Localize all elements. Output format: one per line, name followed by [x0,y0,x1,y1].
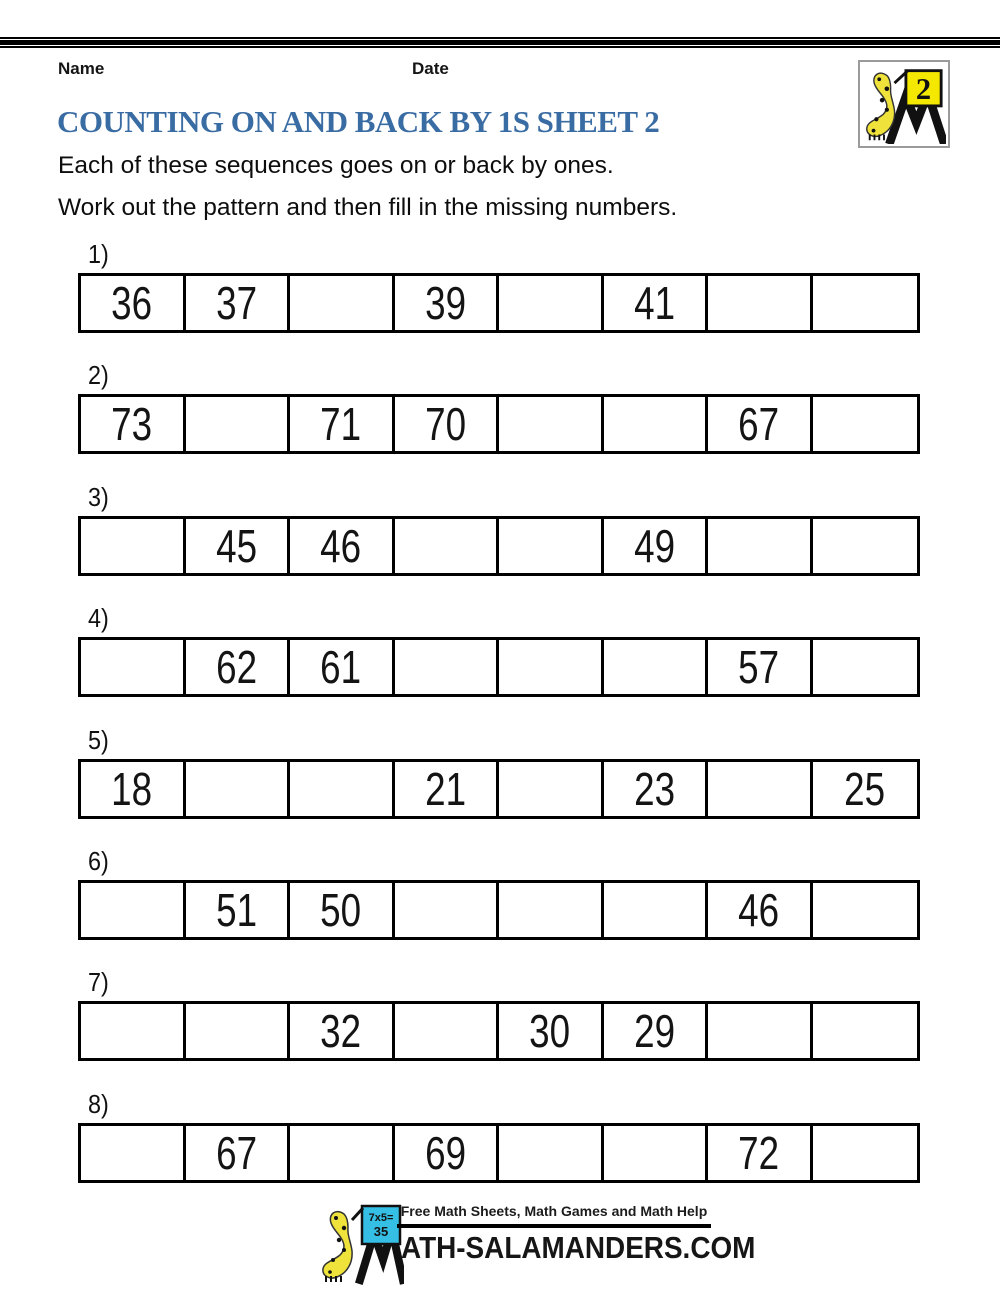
sequence-cell-blank[interactable] [813,397,918,451]
badge-number: 2 [915,72,932,107]
sequence-cell-blank[interactable] [395,640,500,694]
sequence-cell-blank[interactable] [813,1126,918,1180]
sequence-cell-blank[interactable] [708,519,813,573]
salamander-2m-icon [862,64,946,144]
page-title: COUNTING ON AND BACK BY 1S SHEET 2 [57,104,660,139]
sequence-cell-blank[interactable] [499,883,604,937]
cell-value: 46 [738,884,780,936]
sequence-cell [186,1126,291,1180]
footer-rule [397,1224,711,1228]
cell-value: 18 [111,763,153,815]
sequence-cell-blank[interactable] [395,883,500,937]
cell-value: 45 [215,520,257,572]
sequence-cell [604,762,709,816]
date-label: Date [412,59,449,78]
sequence-cell-blank[interactable] [186,762,291,816]
cell-value: 29 [633,1005,675,1057]
corner-logo [858,60,950,148]
cell-value: 32 [320,1005,362,1057]
sequence-cell-blank[interactable] [499,397,604,451]
sequence-cell [290,640,395,694]
sequence-cell-blank[interactable] [813,883,918,937]
sequence-label: 2) [88,360,109,390]
cell-value: 49 [633,520,675,572]
board-result: 35 [373,1224,389,1239]
sequence-cell [499,1004,604,1058]
sequence-cell-blank[interactable] [708,1004,813,1058]
footer-tagline: Free Math Sheets, Math Games and Math Help [400,1203,708,1219]
sequence-table [78,394,920,454]
sequence-cell [708,397,813,451]
sequence-cell [604,276,709,330]
cell-value: 25 [844,763,886,815]
cell-value: 62 [215,641,257,693]
sequence-cell [186,276,291,330]
sequence-cell [81,397,186,451]
sequence-cell-blank[interactable] [813,276,918,330]
sequence-cell [604,519,709,573]
sequence-label: 8) [88,1089,109,1119]
sequence-cell-blank[interactable] [290,1126,395,1180]
sequence-cell-blank[interactable] [499,640,604,694]
sequence-table [78,637,920,697]
name-label: Name [58,59,105,78]
sequence-cell [186,640,291,694]
sequence-cell [290,1004,395,1058]
sequence-label: 7) [88,967,109,997]
sequence-cell-blank[interactable] [708,762,813,816]
sequence-cell-blank[interactable] [604,883,709,937]
board-equation: 7x5= [368,1212,394,1224]
sequence-cell-blank[interactable] [395,1004,500,1058]
instruction-line-2: Work out the pattern and then fill in the missing numbers. [58,194,678,221]
instruction-line-1: Each of these sequences goes on or back by ones. [58,152,614,179]
sequence-cell [395,1126,500,1180]
sequence-cell-blank[interactable] [290,762,395,816]
sequence-cell-blank[interactable] [499,519,604,573]
sequence-cell-blank[interactable] [813,519,918,573]
sequence-cell-blank[interactable] [186,397,291,451]
sequence-cell [395,397,500,451]
cell-value: 41 [633,277,675,329]
sequence-cell [81,762,186,816]
sequence-table [78,880,920,940]
sequence-cell-blank[interactable] [186,1004,291,1058]
sequence-cell [290,397,395,451]
sequence-cell [186,883,291,937]
cell-value: 39 [424,277,466,329]
sequence-cell-blank[interactable] [708,276,813,330]
sequence-cell-blank[interactable] [81,883,186,937]
sequence-cell-blank[interactable] [81,519,186,573]
sequence-cell-blank[interactable] [81,1126,186,1180]
cell-value: 23 [633,763,675,815]
cell-value: 67 [738,398,780,450]
cell-value: 50 [320,884,362,936]
cell-value: 57 [738,641,780,693]
sequence-cell-blank[interactable] [290,276,395,330]
cell-value: 30 [529,1005,571,1057]
sequence-cell-blank[interactable] [81,1004,186,1058]
sequence-cell-blank[interactable] [499,762,604,816]
sequence-cell-blank[interactable] [813,640,918,694]
salamander-board-icon [320,1200,404,1288]
cell-value: 72 [738,1127,780,1179]
sequence-cell [813,762,918,816]
sequence-cell [708,640,813,694]
sequence-table [78,273,920,333]
cell-value: 71 [320,398,362,450]
sequence-label: 6) [88,846,109,876]
sequence-label: 1) [88,239,109,269]
sequence-label: 5) [88,725,109,755]
sequence-cell-blank[interactable] [81,640,186,694]
sequence-table [78,1123,920,1183]
sequence-cell [604,1004,709,1058]
sequence-cell-blank[interactable] [395,519,500,573]
cell-value: 51 [215,884,257,936]
sequence-cell [186,519,291,573]
sequence-table [78,516,920,576]
sequence-label: 3) [88,482,109,512]
footer-site-text: ATH-SALAMANDERS.COM [401,1230,756,1265]
sequence-cell [708,883,813,937]
top-rule [0,37,1000,48]
sequence-cell [81,276,186,330]
sequence-cell [395,276,500,330]
footer-logo [320,1200,404,1288]
cell-value: 73 [111,398,153,450]
cell-value: 37 [215,277,257,329]
sequence-table [78,759,920,819]
sequence-cell-blank[interactable] [604,640,709,694]
sequence-cell [395,762,500,816]
cell-value: 36 [111,277,153,329]
cell-value: 70 [424,398,466,450]
sequence-cell-blank[interactable] [604,1126,709,1180]
sequence-cell-blank[interactable] [499,1126,604,1180]
cell-value: 21 [424,763,466,815]
cell-value: 69 [424,1127,466,1179]
sequence-table [78,1001,920,1061]
sequence-cell-blank[interactable] [604,397,709,451]
sequence-label: 4) [88,603,109,633]
sequence-cell-blank[interactable] [499,276,604,330]
sequence-cell [290,883,395,937]
cell-value: 61 [320,641,362,693]
sequence-cell-blank[interactable] [813,1004,918,1058]
sequence-cell [290,519,395,573]
cell-value: 67 [215,1127,257,1179]
cell-value: 46 [320,520,362,572]
sequence-cell [708,1126,813,1180]
